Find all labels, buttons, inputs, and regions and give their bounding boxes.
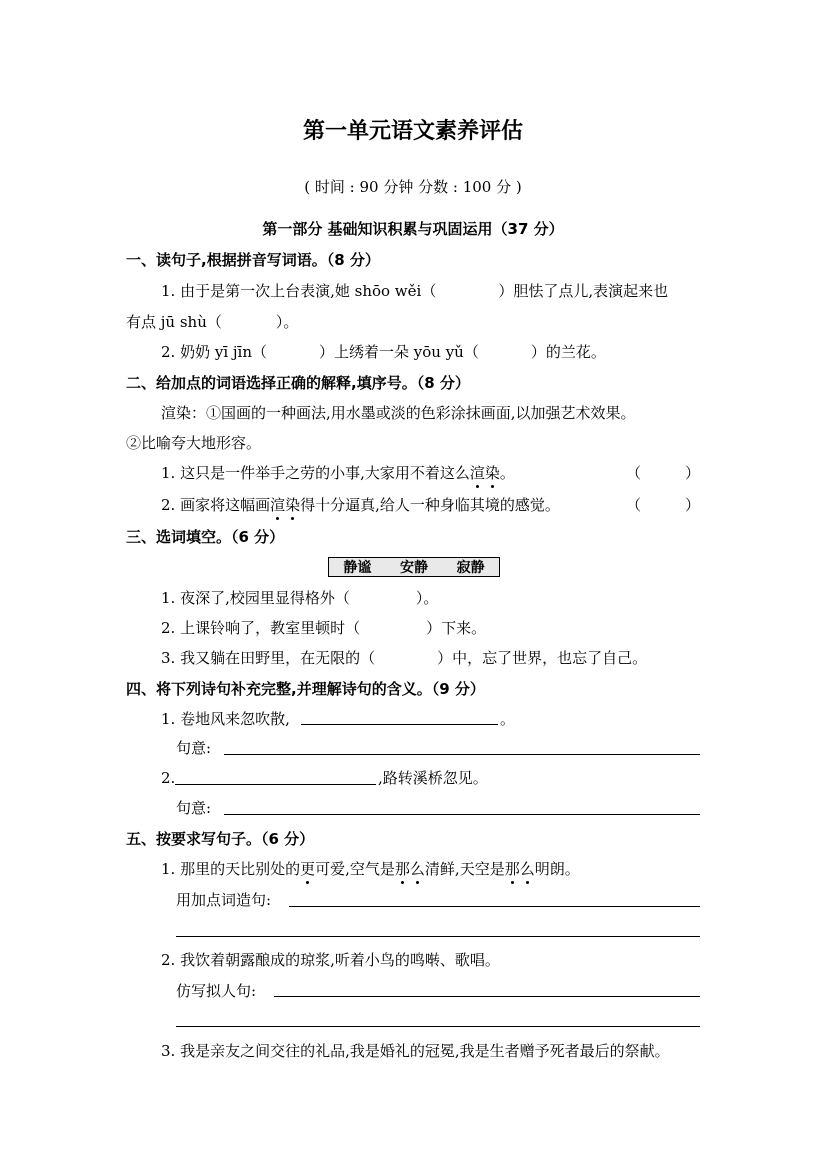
word-option: 安静 <box>399 560 428 576</box>
word-option: 静谧 <box>343 560 372 576</box>
s2-question-2: 2. 画家将这幅画渲染得十分逼真,给人一种身临其境的感觉。 <box>161 496 560 514</box>
personification-label: 仿写拟人句: <box>176 982 257 1000</box>
time-and-score: ( 时间 : 90 分钟 分数 : 100 分 ) <box>304 178 522 196</box>
word-option: 寂静 <box>456 560 485 576</box>
emphasis-char: 渲 <box>469 464 485 482</box>
answer-underline[interactable] <box>289 906 700 907</box>
meaning-label: 句意: <box>176 739 212 757</box>
answer-underline[interactable] <box>175 784 376 785</box>
word-choice-box <box>328 557 500 577</box>
emphasis-char: 渲 <box>270 496 286 514</box>
section-3-heading: 三、选词填空。（6 分） <box>126 528 285 546</box>
s1-question-1-line-1: 1. 由于是第一次上台表演,她 shōo wěi（ ）胆怯了点儿,表演起来也 <box>161 282 669 300</box>
emphasis-char: 染 <box>484 464 500 482</box>
page-title: 第一单元语文素养评估 <box>302 119 523 144</box>
s5-question-2: 2. 我饮着朝露酿成的琼浆,听着小鸟的鸣啭、歌唱。 <box>161 951 500 969</box>
emphasis-char: 么 <box>519 860 535 878</box>
emphasis-char: 更 <box>300 860 316 878</box>
make-sentence-label: 用加点词造句: <box>176 891 272 909</box>
definition-line-2: ②比喻夸大地形容。 <box>126 434 262 452</box>
s4-question-1-end: 。 <box>500 710 516 728</box>
answer-paren[interactable]: （ ） <box>626 496 701 514</box>
emphasis-char: 那 <box>504 860 520 878</box>
answer-paren[interactable]: （ ） <box>626 464 701 482</box>
section-1-heading: 一、读句子,根据拼音写词语。（8 分） <box>126 251 380 269</box>
emphasis-char: 么 <box>409 860 425 878</box>
s3-question-1: 1. 夜深了,校园里显得格外（ ）。 <box>161 589 439 607</box>
meaning-label: 句意: <box>176 799 212 817</box>
meaning-underline[interactable] <box>224 814 700 815</box>
section-4-heading: 四、将下列诗句补充完整,并理解诗句的含义。（9 分） <box>126 680 485 698</box>
answer-underline[interactable] <box>176 936 700 937</box>
meaning-underline[interactable] <box>224 754 700 755</box>
s5-question-1: 1. 那里的天比别处的更可爱,空气是那么清鲜,天空是那么明朗。 <box>161 860 580 878</box>
s4-question-1: 1. 卷地风来忽吹散, <box>161 710 290 728</box>
answer-underline[interactable] <box>176 1026 700 1027</box>
emphasis-char: 染 <box>285 496 301 514</box>
s3-question-2: 2. 上课铃响了，教室里顿时（ ）下来。 <box>161 619 487 637</box>
definition-line-1: 渲染：①国画的一种画法,用水墨或淡的色彩涂抹画面,以加强艺术效果。 <box>161 404 636 422</box>
s3-question-3: 3. 我又躺在田野里，在无限的（ ）中，忘了世界，也忘了自己。 <box>161 649 648 667</box>
s4-question-2-text: ,路转溪桥忽见。 <box>378 769 488 787</box>
s4-question-2-number: 2. <box>161 769 176 787</box>
part-one-heading: 第一部分 基础知识积累与巩固运用（37 分） <box>262 220 564 238</box>
s1-question-2: 2. 奶奶 yī jīn（ ）上绣着一朵 yōu yǔ（ ）的兰花。 <box>161 343 606 361</box>
section-5-heading: 五、按要求写句子。（6 分） <box>126 830 315 848</box>
section-2-heading: 二、给加点的词语选择正确的解释,填序号。（8 分） <box>126 374 470 392</box>
s2-question-1: 1. 这只是一件举手之劳的小事,大家用不着这么渲染。 <box>161 464 515 482</box>
answer-underline[interactable] <box>274 996 700 997</box>
emphasis-char: 那 <box>394 860 410 878</box>
s1-question-1-line-2: 有点 jū shù（ ）。 <box>126 313 299 331</box>
s5-question-3: 3. 我是亲友之间交往的礼品,我是婚礼的冠冕,我是生者赠予死者最后的祭献。 <box>161 1042 670 1060</box>
answer-underline[interactable] <box>301 724 498 725</box>
